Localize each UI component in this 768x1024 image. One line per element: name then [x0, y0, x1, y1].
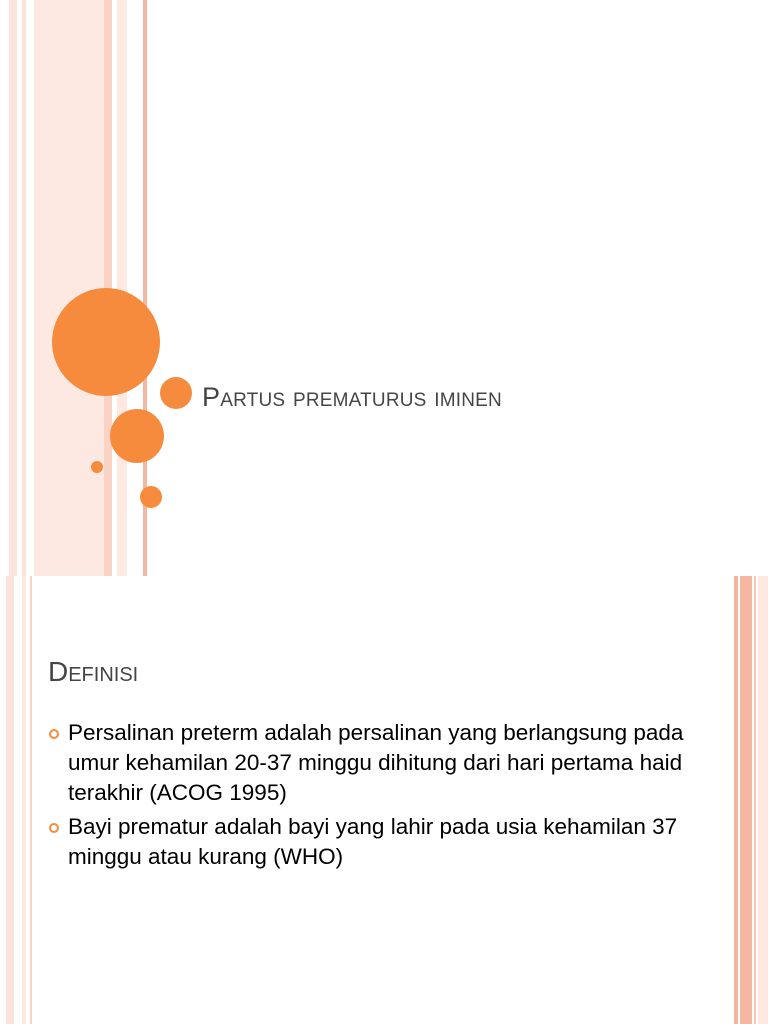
decorative-circle-tiny — [91, 461, 103, 473]
decorative-stripe — [758, 576, 768, 1024]
decorative-stripe — [6, 576, 14, 1024]
decorative-circle-large — [52, 288, 160, 396]
hollow-circle-bullet-icon — [49, 729, 59, 739]
list-item — [48, 718, 688, 808]
decorative-circle-medium — [110, 409, 164, 463]
decorative-stripe — [734, 576, 738, 1024]
slide-title: Partus prematurus iminen — [202, 382, 502, 412]
decorative-stripe — [754, 576, 756, 1024]
decorative-stripe — [9, 0, 17, 576]
bullet-text: Bayi prematur adalah bayi yang lahir pada usia kehamilan 37 minggu atau kurang (WHO) — [68, 814, 678, 869]
decorative-stripe — [34, 0, 104, 576]
slide-title: Definisi — [48, 656, 139, 687]
decorative-stripe — [22, 0, 26, 576]
bullet-text: Persalinan preterm adalah persalinan yang berlangsung pada umur kehamilan 20-37 minggu dihitung dari hari pertama haid terakhir (ACOG 1995) — [68, 720, 684, 805]
decorative-stripe — [30, 576, 32, 1024]
bullet-list — [48, 718, 688, 876]
content-slide — [0, 576, 768, 1024]
decorative-stripe — [117, 0, 127, 576]
decorative-stripe — [740, 576, 752, 1024]
decorative-stripe — [22, 576, 26, 1024]
hollow-circle-bullet-icon — [49, 823, 59, 833]
decorative-circle-small — [160, 377, 192, 409]
list-item — [48, 812, 688, 872]
decorative-circle-small — [140, 486, 162, 508]
